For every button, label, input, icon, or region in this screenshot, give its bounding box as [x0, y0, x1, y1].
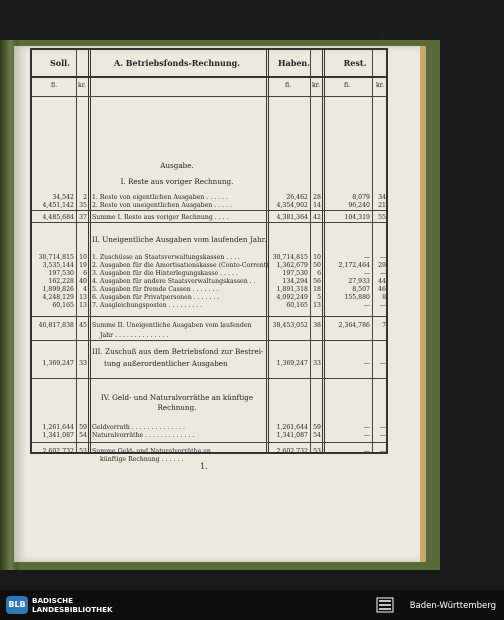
haben-kr-cell: 54 [313, 432, 321, 439]
rest-kr-cell: 46 [378, 286, 386, 293]
haben-fl-cell: 134,294 [282, 278, 308, 285]
unit-label: kr. [312, 82, 320, 89]
rest-kr-cell: — [379, 448, 386, 455]
soll-fl-cell: 1,369,247 [42, 360, 74, 367]
haben-fl-cell: 4,354,902 [276, 202, 308, 209]
row-text: Geldvorrath . . . . . . . . . . . . . . [92, 424, 185, 431]
library-name [32, 596, 113, 614]
haben-kr-cell: 50 [313, 262, 321, 269]
rest-header: Rest. [343, 58, 367, 68]
haben-kr-cell: 38 [313, 322, 321, 329]
soll-fl-cell: 4,485,684 [42, 214, 74, 221]
footer-mark: 1. [200, 462, 208, 471]
rest-kr-cell: — [379, 432, 386, 439]
haben-fl-cell: 26,462 [286, 194, 308, 201]
row-text: Summe I. Reste aus voriger Rechnung . . . . [92, 214, 229, 221]
haben-fl-cell: 1,362,679 [276, 262, 308, 269]
soll-fl-cell: 40,817,838 [38, 322, 74, 329]
section-rule [32, 340, 386, 341]
rest-kr-cell: — [379, 424, 386, 431]
rest-fl-cell: 8,507 [352, 286, 370, 293]
col-rule [88, 50, 91, 452]
section-heading: I. Reste aus voriger Rechnung. [120, 177, 234, 186]
soll-fl-cell: 4,451,142 [42, 202, 74, 209]
sum-rule [32, 222, 386, 223]
soll-kr-cell: 4 [83, 286, 87, 293]
library-name-line1: BADISCHE [32, 596, 74, 605]
soll-fl-cell: 4,248,129 [42, 294, 74, 301]
section-heading: tung außerordentlicher Ausgaben [104, 359, 228, 368]
haben-fl-cell: 2,602,732 [276, 448, 308, 455]
rest-kr-cell: — [379, 302, 386, 309]
haben-fl-cell: 1,261,644 [276, 424, 308, 431]
unit-label: kr. [376, 82, 384, 89]
rest-fl-cell: — [363, 432, 370, 439]
rest-kr-cell: — [379, 360, 386, 367]
col-rule [266, 50, 269, 452]
soll-kr-cell: 33 [79, 360, 87, 367]
coat-of-arms-icon [375, 597, 395, 613]
rest-kr-cell: 29 [378, 262, 386, 269]
rest-fl-cell: 96,240 [348, 202, 370, 209]
rest-fl-cell: 2,364,786 [338, 322, 370, 329]
rest-kr-cell: 7 [382, 322, 386, 329]
section-heading: II. Uneigentliche Ausgaben vom laufenden Jahr. [92, 235, 267, 244]
sum-rule [32, 316, 386, 317]
rest-kr-cell: — [379, 254, 386, 261]
row-text: 2. Ausgaben für die Amortisationskasse (Conto-Corrent) [92, 262, 269, 269]
soll-kr-cell: 45 [79, 322, 87, 329]
rest-fl-cell: 27,933 [348, 278, 370, 285]
soll-fl-cell: 34,542 [52, 194, 74, 201]
page-number: 3 [378, 32, 385, 43]
soll-fl-cell: 3,535,144 [42, 262, 74, 269]
haben-fl-cell: 4,381,364 [276, 214, 308, 221]
soll-kr-cell: 59 [79, 424, 87, 431]
haben-fl-cell: 30,714,815 [272, 254, 308, 261]
soll-fl-cell: 30,714,815 [38, 254, 74, 261]
row-text: 7. Ausgleichungsposten . . . . . . . . . [92, 302, 203, 309]
col-rule [76, 50, 77, 452]
soll-fl-cell: 162,228 [48, 278, 74, 285]
page-edge [420, 46, 426, 562]
soll-fl-cell: 1,899,826 [42, 286, 74, 293]
soll-kr-cell: 35 [79, 202, 87, 209]
unit-label: fl. [50, 82, 58, 89]
haben-kr-cell: 28 [313, 194, 321, 201]
sum-rule [32, 442, 386, 443]
soll-kr-cell: 40 [79, 278, 87, 285]
haben-fl-cell: 1,891,318 [276, 286, 308, 293]
haben-kr-cell: 59 [313, 424, 321, 431]
section-heading: III. Zuschuß aus dem Betriebsfond zur Bestrei- [92, 347, 264, 356]
soll-fl-cell: 1,261,644 [42, 424, 74, 431]
state-name: Baden-Württemberg [409, 601, 496, 611]
row-text: Naturalvorräthe . . . . . . . . . . . . . [92, 432, 195, 439]
soll-kr-cell: 53 [79, 448, 87, 455]
section-rule [32, 378, 386, 379]
haben-kr-cell: 13 [313, 302, 321, 309]
library-name-line2: LANDESBIBLIOTHEK [32, 605, 113, 614]
haben-kr-cell: 42 [313, 214, 321, 221]
rest-fl-cell: 8,079 [352, 194, 370, 201]
soll-kr-cell: 19 [79, 262, 87, 269]
soll-fl-cell: 197,530 [48, 270, 74, 277]
haben-kr-cell: 6 [317, 270, 321, 277]
haben-kr-cell: 10 [313, 254, 321, 261]
rest-kr-cell: 21 [378, 202, 386, 209]
row-text: 5. Ausgaben für fremde Cassen . . . . . . . [92, 286, 219, 293]
unit-label: fl. [343, 82, 351, 89]
haben-header: Haben. [277, 58, 311, 68]
haben-kr-cell: 5 [317, 294, 321, 301]
rest-fl-cell: 2,172,464 [338, 262, 370, 269]
haben-kr-cell: 56 [313, 278, 321, 285]
col-rule [310, 50, 311, 452]
header-rule [32, 76, 386, 78]
section-heading: Rechnung. [157, 403, 197, 412]
section-heading: Ausgabe. [160, 161, 194, 170]
haben-fl-cell: 60,165 [286, 302, 308, 309]
soll-kr-cell: 37 [79, 214, 87, 221]
sum-rule [32, 210, 386, 211]
rest-kr-cell: 44 [378, 278, 386, 285]
row-text: 6. Ausgaben für Privatpersonen . . . . . . . [92, 294, 220, 301]
unit-rule [32, 96, 386, 97]
haben-fl-cell: 4,092,249 [276, 294, 308, 301]
haben-fl-cell: 197,530 [282, 270, 308, 277]
blb-logo: BLB [6, 596, 28, 614]
rest-fl-cell: — [363, 270, 370, 277]
soll-fl-cell: 1,341,087 [42, 432, 74, 439]
haben-kr-cell: 14 [313, 202, 321, 209]
rest-fl-cell: — [363, 302, 370, 309]
rest-fl-cell: — [363, 254, 370, 261]
col-rule [322, 50, 325, 452]
account-table [30, 48, 388, 463]
rest-fl-cell: — [363, 448, 370, 455]
soll-kr-cell: 13 [79, 294, 87, 301]
section-heading: IV. Geld- und Naturalvorräthe an künftige [100, 393, 254, 402]
row-text: Summe II. Uneigentliche Ausgaben vom laufenden [92, 322, 252, 329]
rest-fl-cell: — [363, 424, 370, 431]
row-text: 1. Reste von eigentlichen Ausgaben . . . . . . [92, 194, 228, 201]
haben-fl-cell: 38,453,052 [272, 322, 308, 329]
row-text: 1. Zuschüsse an Staatsverwaltungskassen . . . . [92, 254, 240, 261]
soll-kr-cell: 54 [79, 432, 87, 439]
row-text: künftige Rechnung . . . . . . [100, 456, 184, 463]
soll-kr-cell: 2 [83, 194, 87, 201]
haben-fl-cell: 1,341,087 [276, 432, 308, 439]
rest-fl-cell: 104,319 [344, 214, 370, 221]
soll-kr-cell: 6 [83, 270, 87, 277]
row-text: 4. Ausgaben für andere Staatsverwaltungskassen . . [92, 278, 256, 285]
soll-header: Soll. [50, 58, 70, 68]
table-title: A. Betriebsfonds-Rechnung. [113, 58, 241, 68]
soll-fl-cell: 60,165 [52, 302, 74, 309]
haben-kr-cell: 53 [313, 448, 321, 455]
col-rule [372, 50, 373, 452]
soll-kr-cell: 10 [79, 254, 87, 261]
haben-fl-cell: 1,369,247 [276, 360, 308, 367]
soll-fl-cell: 2,602,732 [42, 448, 74, 455]
soll-kr-cell: 13 [79, 302, 87, 309]
rest-kr-cell: 34 [378, 194, 386, 201]
row-text: 2. Reste von uneigentlichen Ausgaben . . . . . [92, 202, 232, 209]
rest-fl-cell: 155,880 [344, 294, 370, 301]
rest-fl-cell: — [363, 360, 370, 367]
row-text: 3. Ausgaben für die Hinterlegungskasse . . . . . [92, 270, 238, 277]
unit-label: fl. [284, 82, 292, 89]
row-text: Jahr . . . . . . . . . . . . . . [100, 332, 169, 339]
unit-label: kr. [78, 82, 86, 89]
rest-kr-cell: 55 [378, 214, 386, 221]
rest-kr-cell: 8 [382, 294, 386, 301]
haben-kr-cell: 18 [313, 286, 321, 293]
haben-kr-cell: 33 [313, 360, 321, 367]
rest-kr-cell: — [379, 270, 386, 277]
row-text: Summe Geld- und Naturalvorräthe an [92, 448, 211, 455]
